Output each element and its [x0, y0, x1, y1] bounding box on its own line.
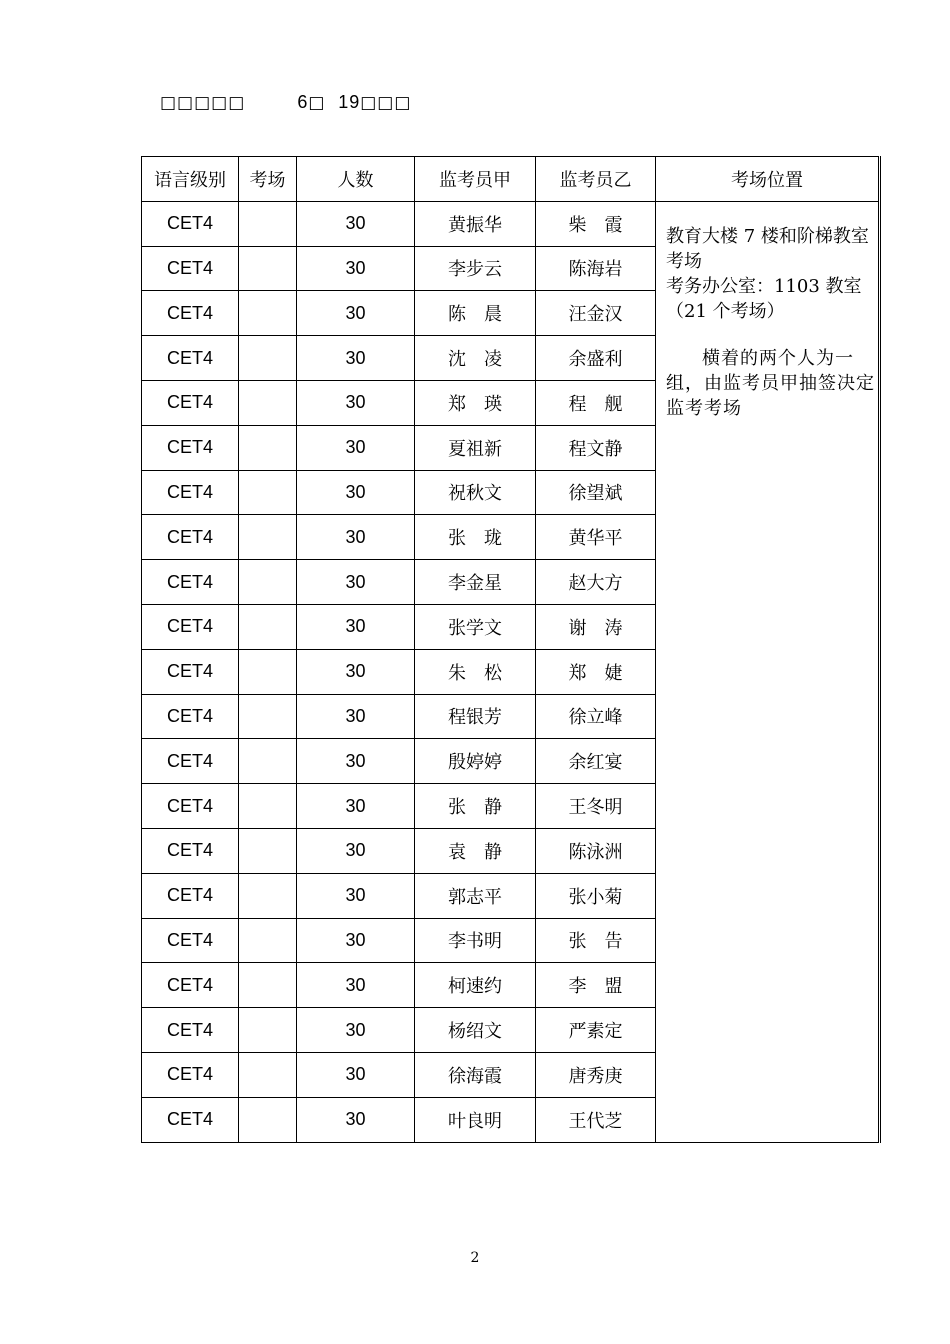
- level-cell: CET4: [142, 918, 239, 963]
- room-cell: [239, 425, 297, 470]
- count-cell: 30: [297, 336, 415, 381]
- invigilator-a-cell: 陈 晨: [415, 291, 536, 336]
- level-cell: CET4: [142, 336, 239, 381]
- invigilator-b-cell: 余盛利: [536, 336, 656, 381]
- date-day: 19: [338, 92, 361, 112]
- col-header-invigilator-a: 监考员甲: [415, 157, 536, 202]
- col-header-invigilator-b: 监考员乙: [536, 157, 656, 202]
- invigilator-b-cell: 郑 婕: [536, 649, 656, 694]
- location-building: 教育大楼 7 楼和阶梯教室考场: [666, 225, 869, 272]
- invigilator-a-cell: 朱 松: [415, 649, 536, 694]
- room-cell: [239, 291, 297, 336]
- room-cell: [239, 694, 297, 739]
- invigilator-a-cell: 徐海霞: [415, 1052, 536, 1097]
- invigilator-b-cell: 徐立峰: [536, 694, 656, 739]
- date-day-suffix: □□□: [360, 93, 412, 113]
- count-cell: 30: [297, 201, 415, 246]
- count-cell: 30: [297, 425, 415, 470]
- invigilator-table: [141, 156, 881, 1143]
- level-cell: CET4: [142, 291, 239, 336]
- room-cell: [239, 918, 297, 963]
- room-cell: [239, 1097, 297, 1142]
- invigilator-b-cell: 张 告: [536, 918, 656, 963]
- level-cell: CET4: [142, 425, 239, 470]
- level-cell: CET4: [142, 1008, 239, 1053]
- count-cell: 30: [297, 828, 415, 873]
- room-cell: [239, 873, 297, 918]
- invigilator-b-cell: 程 舰: [536, 380, 656, 425]
- invigilator-a-cell: 杨绍文: [415, 1008, 536, 1053]
- room-cell: [239, 1008, 297, 1053]
- invigilator-b-cell: 张小菊: [536, 873, 656, 918]
- room-cell: [239, 380, 297, 425]
- room-cell: [239, 470, 297, 515]
- count-cell: 30: [297, 1052, 415, 1097]
- col-header-room: 考场: [239, 157, 297, 202]
- count-cell: 30: [297, 604, 415, 649]
- level-cell: CET4: [142, 1052, 239, 1097]
- invigilator-b-cell: 王代芝: [536, 1097, 656, 1142]
- invigilator-b-cell: 陈海岩: [536, 246, 656, 291]
- level-cell: CET4: [142, 963, 239, 1008]
- invigilator-b-cell: 严素定: [536, 1008, 656, 1053]
- count-cell: 30: [297, 291, 415, 336]
- count-cell: 30: [297, 470, 415, 515]
- invigilator-b-cell: 谢 涛: [536, 604, 656, 649]
- invigilator-a-cell: 张 静: [415, 784, 536, 829]
- invigilator-b-cell: 王冬明: [536, 784, 656, 829]
- count-cell: 30: [297, 694, 415, 739]
- invigilator-b-cell: 唐秀庚: [536, 1052, 656, 1097]
- invigilator-a-cell: 殷婷婷: [415, 739, 536, 784]
- invigilator-a-cell: 程银芳: [415, 694, 536, 739]
- count-cell: 30: [297, 1097, 415, 1142]
- level-cell: CET4: [142, 873, 239, 918]
- invigilator-a-cell: 张 珑: [415, 515, 536, 560]
- invigilator-b-cell: 陈泳洲: [536, 828, 656, 873]
- invigilator-a-cell: 柯速约: [415, 963, 536, 1008]
- level-cell: CET4: [142, 515, 239, 560]
- date-month: 6: [297, 92, 309, 112]
- room-cell: [239, 515, 297, 560]
- col-header-location: 考场位置: [656, 157, 880, 202]
- invigilator-a-cell: 黄振华: [415, 201, 536, 246]
- invigilator-a-cell: 李步云: [415, 246, 536, 291]
- room-cell: [239, 828, 297, 873]
- count-cell: 30: [297, 560, 415, 605]
- invigilator-b-cell: 余红宴: [536, 739, 656, 784]
- level-cell: CET4: [142, 380, 239, 425]
- date-month-suffix: □: [308, 93, 326, 113]
- invigilator-a-cell: 郭志平: [415, 873, 536, 918]
- invigilator-a-cell: 张学文: [415, 604, 536, 649]
- level-cell: CET4: [142, 1097, 239, 1142]
- count-cell: 30: [297, 380, 415, 425]
- count-cell: 30: [297, 963, 415, 1008]
- level-cell: CET4: [142, 694, 239, 739]
- location-office: 考务办公室：1103 教室（21 个考场）: [666, 275, 862, 322]
- level-cell: CET4: [142, 649, 239, 694]
- invigilator-b-cell: 柴 霞: [536, 201, 656, 246]
- level-cell: CET4: [142, 470, 239, 515]
- room-cell: [239, 739, 297, 784]
- invigilator-b-cell: 徐望斌: [536, 470, 656, 515]
- location-cell: [656, 201, 880, 1142]
- invigilator-b-cell: 黄华平: [536, 515, 656, 560]
- room-cell: [239, 201, 297, 246]
- date-prefix: □□□□□: [160, 93, 246, 113]
- invigilator-b-cell: 汪金汉: [536, 291, 656, 336]
- room-cell: [239, 604, 297, 649]
- invigilator-b-cell: 程文静: [536, 425, 656, 470]
- count-cell: 30: [297, 515, 415, 560]
- count-cell: 30: [297, 246, 415, 291]
- level-cell: CET4: [142, 739, 239, 784]
- invigilator-a-cell: 郑 瑛: [415, 380, 536, 425]
- col-header-level: 语言级别: [142, 157, 239, 202]
- invigilator-a-cell: 祝秋文: [415, 470, 536, 515]
- count-cell: 30: [297, 649, 415, 694]
- table-row: [142, 201, 880, 246]
- exam-date-heading: [160, 92, 411, 113]
- col-header-count: 人数: [297, 157, 415, 202]
- level-cell: CET4: [142, 828, 239, 873]
- table-header-row: [142, 157, 880, 202]
- invigilator-a-cell: 夏祖新: [415, 425, 536, 470]
- invigilator-a-cell: 李书明: [415, 918, 536, 963]
- level-cell: CET4: [142, 784, 239, 829]
- room-cell: [239, 246, 297, 291]
- level-cell: CET4: [142, 560, 239, 605]
- level-cell: CET4: [142, 246, 239, 291]
- level-cell: CET4: [142, 604, 239, 649]
- count-cell: 30: [297, 918, 415, 963]
- location-note: 横着的两个人为一组，由监考员甲抽签决定监考考场: [666, 347, 875, 419]
- invigilator-a-cell: 李金星: [415, 560, 536, 605]
- room-cell: [239, 1052, 297, 1097]
- invigilator-b-cell: 李 盟: [536, 963, 656, 1008]
- count-cell: 30: [297, 1008, 415, 1053]
- page-number: 2: [470, 1250, 480, 1266]
- room-cell: [239, 784, 297, 829]
- room-cell: [239, 560, 297, 605]
- count-cell: 30: [297, 873, 415, 918]
- room-cell: [239, 649, 297, 694]
- count-cell: 30: [297, 784, 415, 829]
- room-cell: [239, 963, 297, 1008]
- invigilator-b-cell: 赵大方: [536, 560, 656, 605]
- invigilator-a-cell: 叶良明: [415, 1097, 536, 1142]
- level-cell: CET4: [142, 201, 239, 246]
- count-cell: 30: [297, 739, 415, 784]
- invigilator-a-cell: 沈 凌: [415, 336, 536, 381]
- room-cell: [239, 336, 297, 381]
- invigilator-a-cell: 袁 静: [415, 828, 536, 873]
